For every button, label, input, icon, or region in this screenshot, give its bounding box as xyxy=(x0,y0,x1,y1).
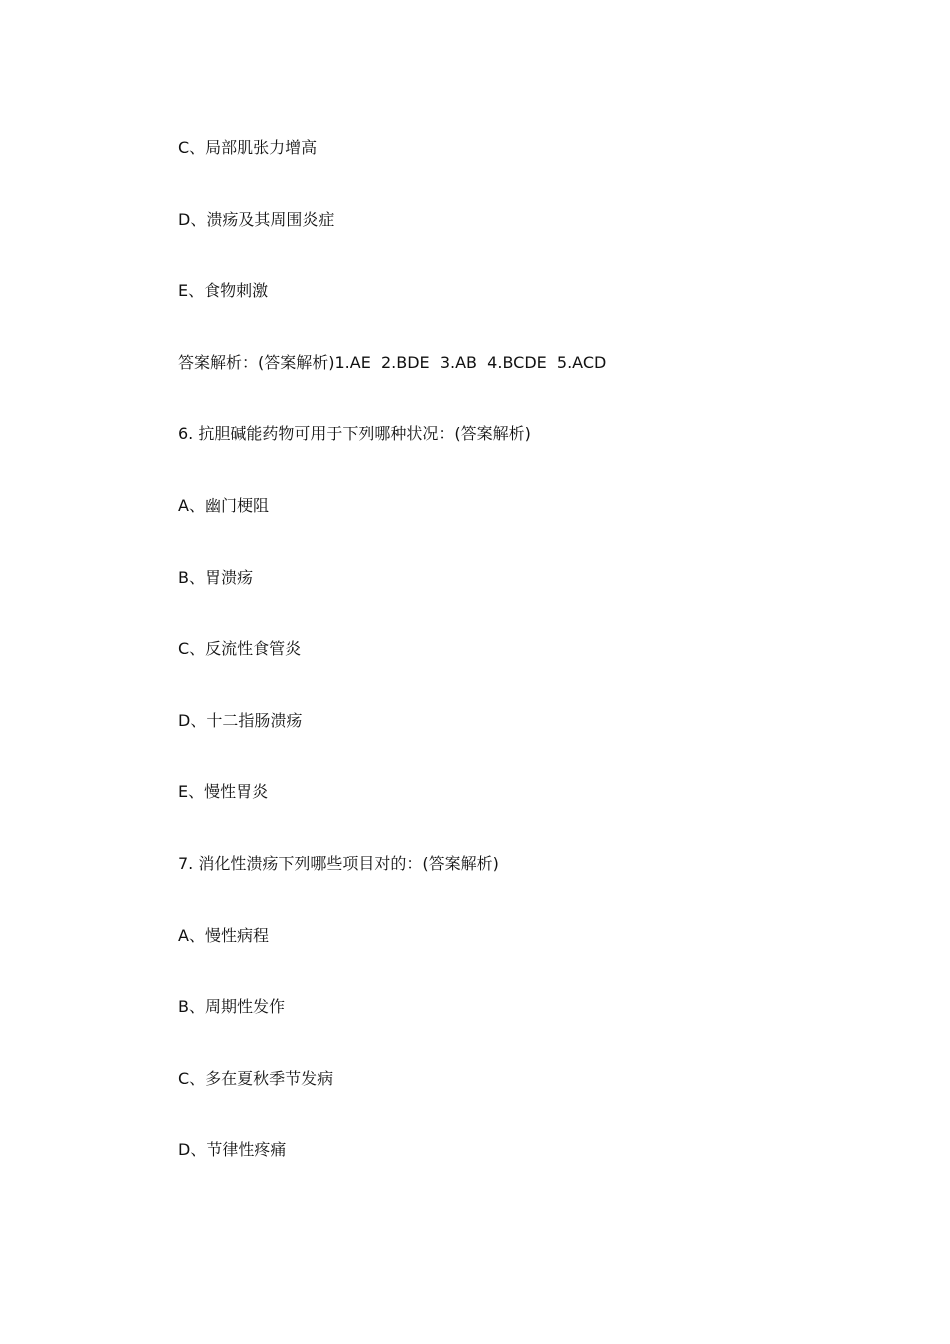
text-lines xyxy=(178,136,878,1210)
option-e-line: E、食物刺激 xyxy=(178,281,269,301)
option-c-line: C、局部肌张力增高 xyxy=(178,138,318,157)
option-d-line: D、溃疡及其周围炎症 xyxy=(178,209,335,229)
q6-option-a: A、幽门梗阻 xyxy=(178,495,269,515)
q7-option-c: C、多在夏秋季节发病 xyxy=(178,1068,334,1088)
q6-option-d: D、十二指肠溃疡 xyxy=(178,710,303,730)
answer-key-line: 答案解析：(答案解析)1.AE 2.BDE 3.AB 4.BCDE 5.ACD xyxy=(178,352,607,372)
q6-option-b: B、胃溃疡 xyxy=(178,567,253,587)
q6-option-e: E、慢性胃炎 xyxy=(178,782,269,802)
question-7: 7. 消化性溃疡下列哪些项目对的：(答案解析) xyxy=(178,853,499,873)
q6-option-c: C、反流性食管炎 xyxy=(178,639,302,659)
question-6: 6. 抗胆碱能药物可用于下列哪种状况：(答案解析) xyxy=(178,424,531,444)
q7-option-a: A、慢性病程 xyxy=(178,925,269,945)
q7-option-b: B、周期性发作 xyxy=(178,997,285,1017)
q7-option-d: D、节律性疼痛 xyxy=(178,1140,287,1160)
